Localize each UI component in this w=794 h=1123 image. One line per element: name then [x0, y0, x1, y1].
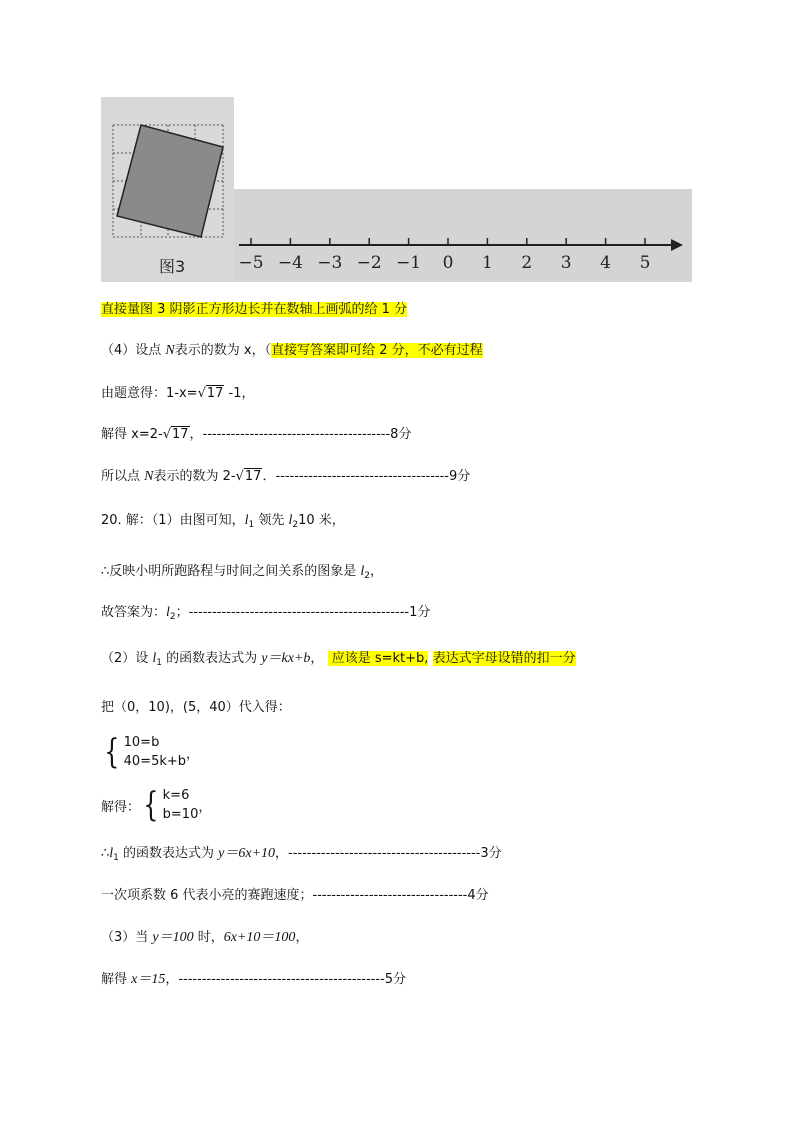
line-3: 由题意得：1-x=√17 -1，	[101, 386, 255, 401]
highlight-note: 应该是	[328, 651, 375, 666]
tick-label: −1	[396, 253, 422, 273]
equation-system-1: { 10=b 40=5k+b ，	[104, 732, 200, 772]
line-15: （3）当 y＝100 时，6x+10＝100，	[101, 930, 309, 945]
line-8: 故答案为：$l_2$；-----------------------------------------------1分	[101, 605, 431, 622]
line-13: $\therefore l_1$ 的函数表达式为 y＝6x+10，-----------------------------------------3分	[101, 846, 502, 863]
left-brace: {	[143, 785, 159, 825]
tick-label: −2	[356, 253, 382, 273]
line-9: （2）设 $l_1$ 的函数表达式为 y＝kx+b， 应该是 s=kt+b, 表达式字母设错的扣一分	[101, 651, 576, 668]
equation-system-2: 解得： { k=6 b=10 ，	[101, 785, 212, 825]
line-4: 解得 x=2-√17，----------------------------------------8分	[101, 427, 412, 442]
left-brace: {	[104, 732, 120, 772]
tick-label: 5	[639, 253, 651, 273]
highlight-note: 直接写答案即可给 2 分，不必有过程	[271, 343, 483, 358]
highlight-note: 表达式字母设错的扣一分	[432, 651, 576, 666]
tick-label: 1	[481, 253, 493, 273]
line-6: 20. 解：（1）由图可知，$l_1$ 领先 $l_210$ 米，	[101, 513, 345, 530]
line-2: （4）设点 N表示的数为 x，（直接写答案即可给 2 分，不必有过程	[101, 343, 483, 358]
line-14: 一次项系数 6 代表小亮的赛跑速度；---------------------------------4分	[101, 888, 489, 903]
tick-label: −5	[238, 253, 264, 273]
tick-label: 3	[560, 253, 572, 273]
sqrt-17: √17	[235, 469, 262, 484]
sqrt-17: √17	[162, 427, 189, 442]
tick-label: 2	[521, 253, 533, 273]
tick-label: −4	[277, 253, 303, 273]
sqrt-17: √17	[197, 386, 224, 401]
line-1	[101, 301, 407, 319]
figure-label: 图3	[159, 257, 186, 276]
tick-label: 4	[600, 253, 612, 273]
line-10: 把（0，10)，(5，40）代入得：	[101, 700, 291, 715]
highlight-note: 直接量图 3 阴影正方形边长并在数轴上画弧的给 1 分	[101, 302, 408, 317]
highlight-note: s=kt+b,	[374, 651, 429, 666]
line-5: 所以点 N表示的数为 2-√17．-------------------------------------9分	[101, 469, 471, 484]
line-16: 解得 x＝15，--------------------------------------------5分	[101, 972, 407, 987]
line-7: ∴反映小明所跑路程与时间之间关系的图象是 $l_2$，	[101, 564, 384, 581]
figure-photo	[101, 97, 692, 282]
tick-label: 0	[442, 253, 454, 273]
tick-label: −3	[317, 253, 343, 273]
